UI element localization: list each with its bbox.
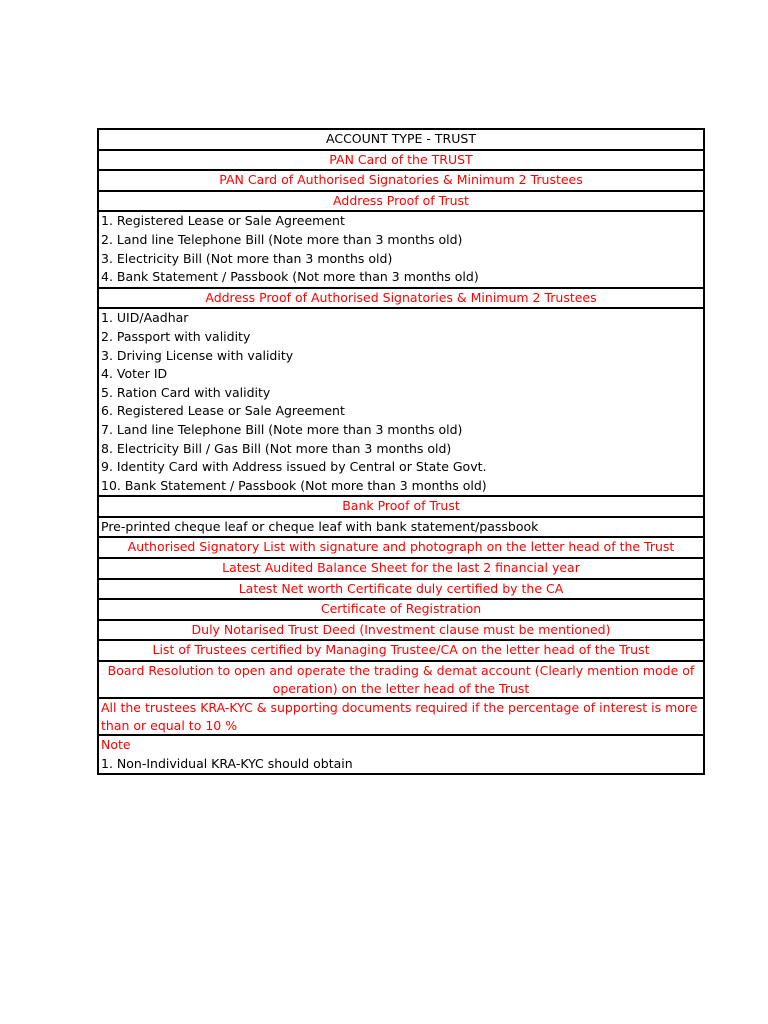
pan-trust-row: PAN Card of the TRUST <box>99 149 703 170</box>
list-item: 3. Driving License with validity <box>101 347 294 363</box>
pan-signatories-row: PAN Card of Authorised Signatories & Minimum 2 Trustees <box>99 169 703 190</box>
list-item: 1. Registered Lease or Sale Agreement <box>101 213 345 229</box>
certificate-registration-row: Certificate of Registration <box>99 598 703 619</box>
table-title: ACCOUNT TYPE - TRUST <box>326 131 476 146</box>
address-proof-trust-list <box>99 210 703 286</box>
address-proof-trust-heading: Address Proof of Trust <box>99 190 703 211</box>
bank-proof-detail: Pre-printed cheque leaf or cheque leaf with bank statement/passbook <box>99 516 703 537</box>
trust-deed-row: Duly Notarised Trust Deed (Investment clause must be mentioned) <box>99 619 703 640</box>
list-item: 4. Bank Statement / Passbook (Not more than 3 months old) <box>101 269 479 285</box>
board-resolution-row: Board Resolution to open and operate the trading & demat account (Clearly mention mode of operation) on the letter head of the Trust <box>99 660 703 697</box>
address-proof-signatories-list <box>99 307 703 495</box>
bank-proof-heading: Bank Proof of Trust <box>99 495 703 516</box>
list-item: 1. UID/Aadhar <box>101 310 189 326</box>
list-item: 2. Land line Telephone Bill (Note more than 3 months old) <box>101 231 463 247</box>
list-item: 5. Ration Card with validity <box>101 384 271 400</box>
list-item: 6. Registered Lease or Sale Agreement <box>101 403 345 419</box>
list-item: 4. Voter ID <box>101 366 168 382</box>
balance-sheet-row: Latest Audited Balance Sheet for the last 2 financial year <box>99 557 703 578</box>
net-worth-row: Latest Net worth Certificate duly certified by the CA <box>99 578 703 599</box>
note-heading: Note <box>101 737 131 753</box>
list-item: 8. Electricity Bill / Gas Bill (Not more than 3 months old) <box>101 440 452 456</box>
list-item: 2. Passport with validity <box>101 328 251 344</box>
note-item: 1. Non-Individual KRA-KYC should obtain <box>101 755 353 771</box>
kra-trustees-row: All the trustees KRA-KYC & supporting documents required if the percentage of interest is more than or equal to 10 % <box>99 697 703 734</box>
list-item: 10. Bank Statement / Passbook (Not more than 3 months old) <box>101 477 487 493</box>
address-proof-signatories-heading: Address Proof of Authorised Signatories & Minimum 2 Trustees <box>99 287 703 308</box>
list-of-trustees-row: List of Trustees certified by Managing Trustee/CA on the letter head of the Trust <box>99 639 703 660</box>
authorised-signatory-list-row: Authorised Signatory List with signature and photograph on the letter head of the Trust <box>99 536 703 557</box>
list-item: 3. Electricity Bill (Not more than 3 months old) <box>101 250 393 266</box>
list-item: 7. Land line Telephone Bill (Note more than 3 months old) <box>101 421 463 437</box>
trust-requirements-table <box>97 128 705 775</box>
note-block <box>99 734 703 773</box>
list-item: 9. Identity Card with Address issued by Central or State Govt. <box>101 459 487 475</box>
